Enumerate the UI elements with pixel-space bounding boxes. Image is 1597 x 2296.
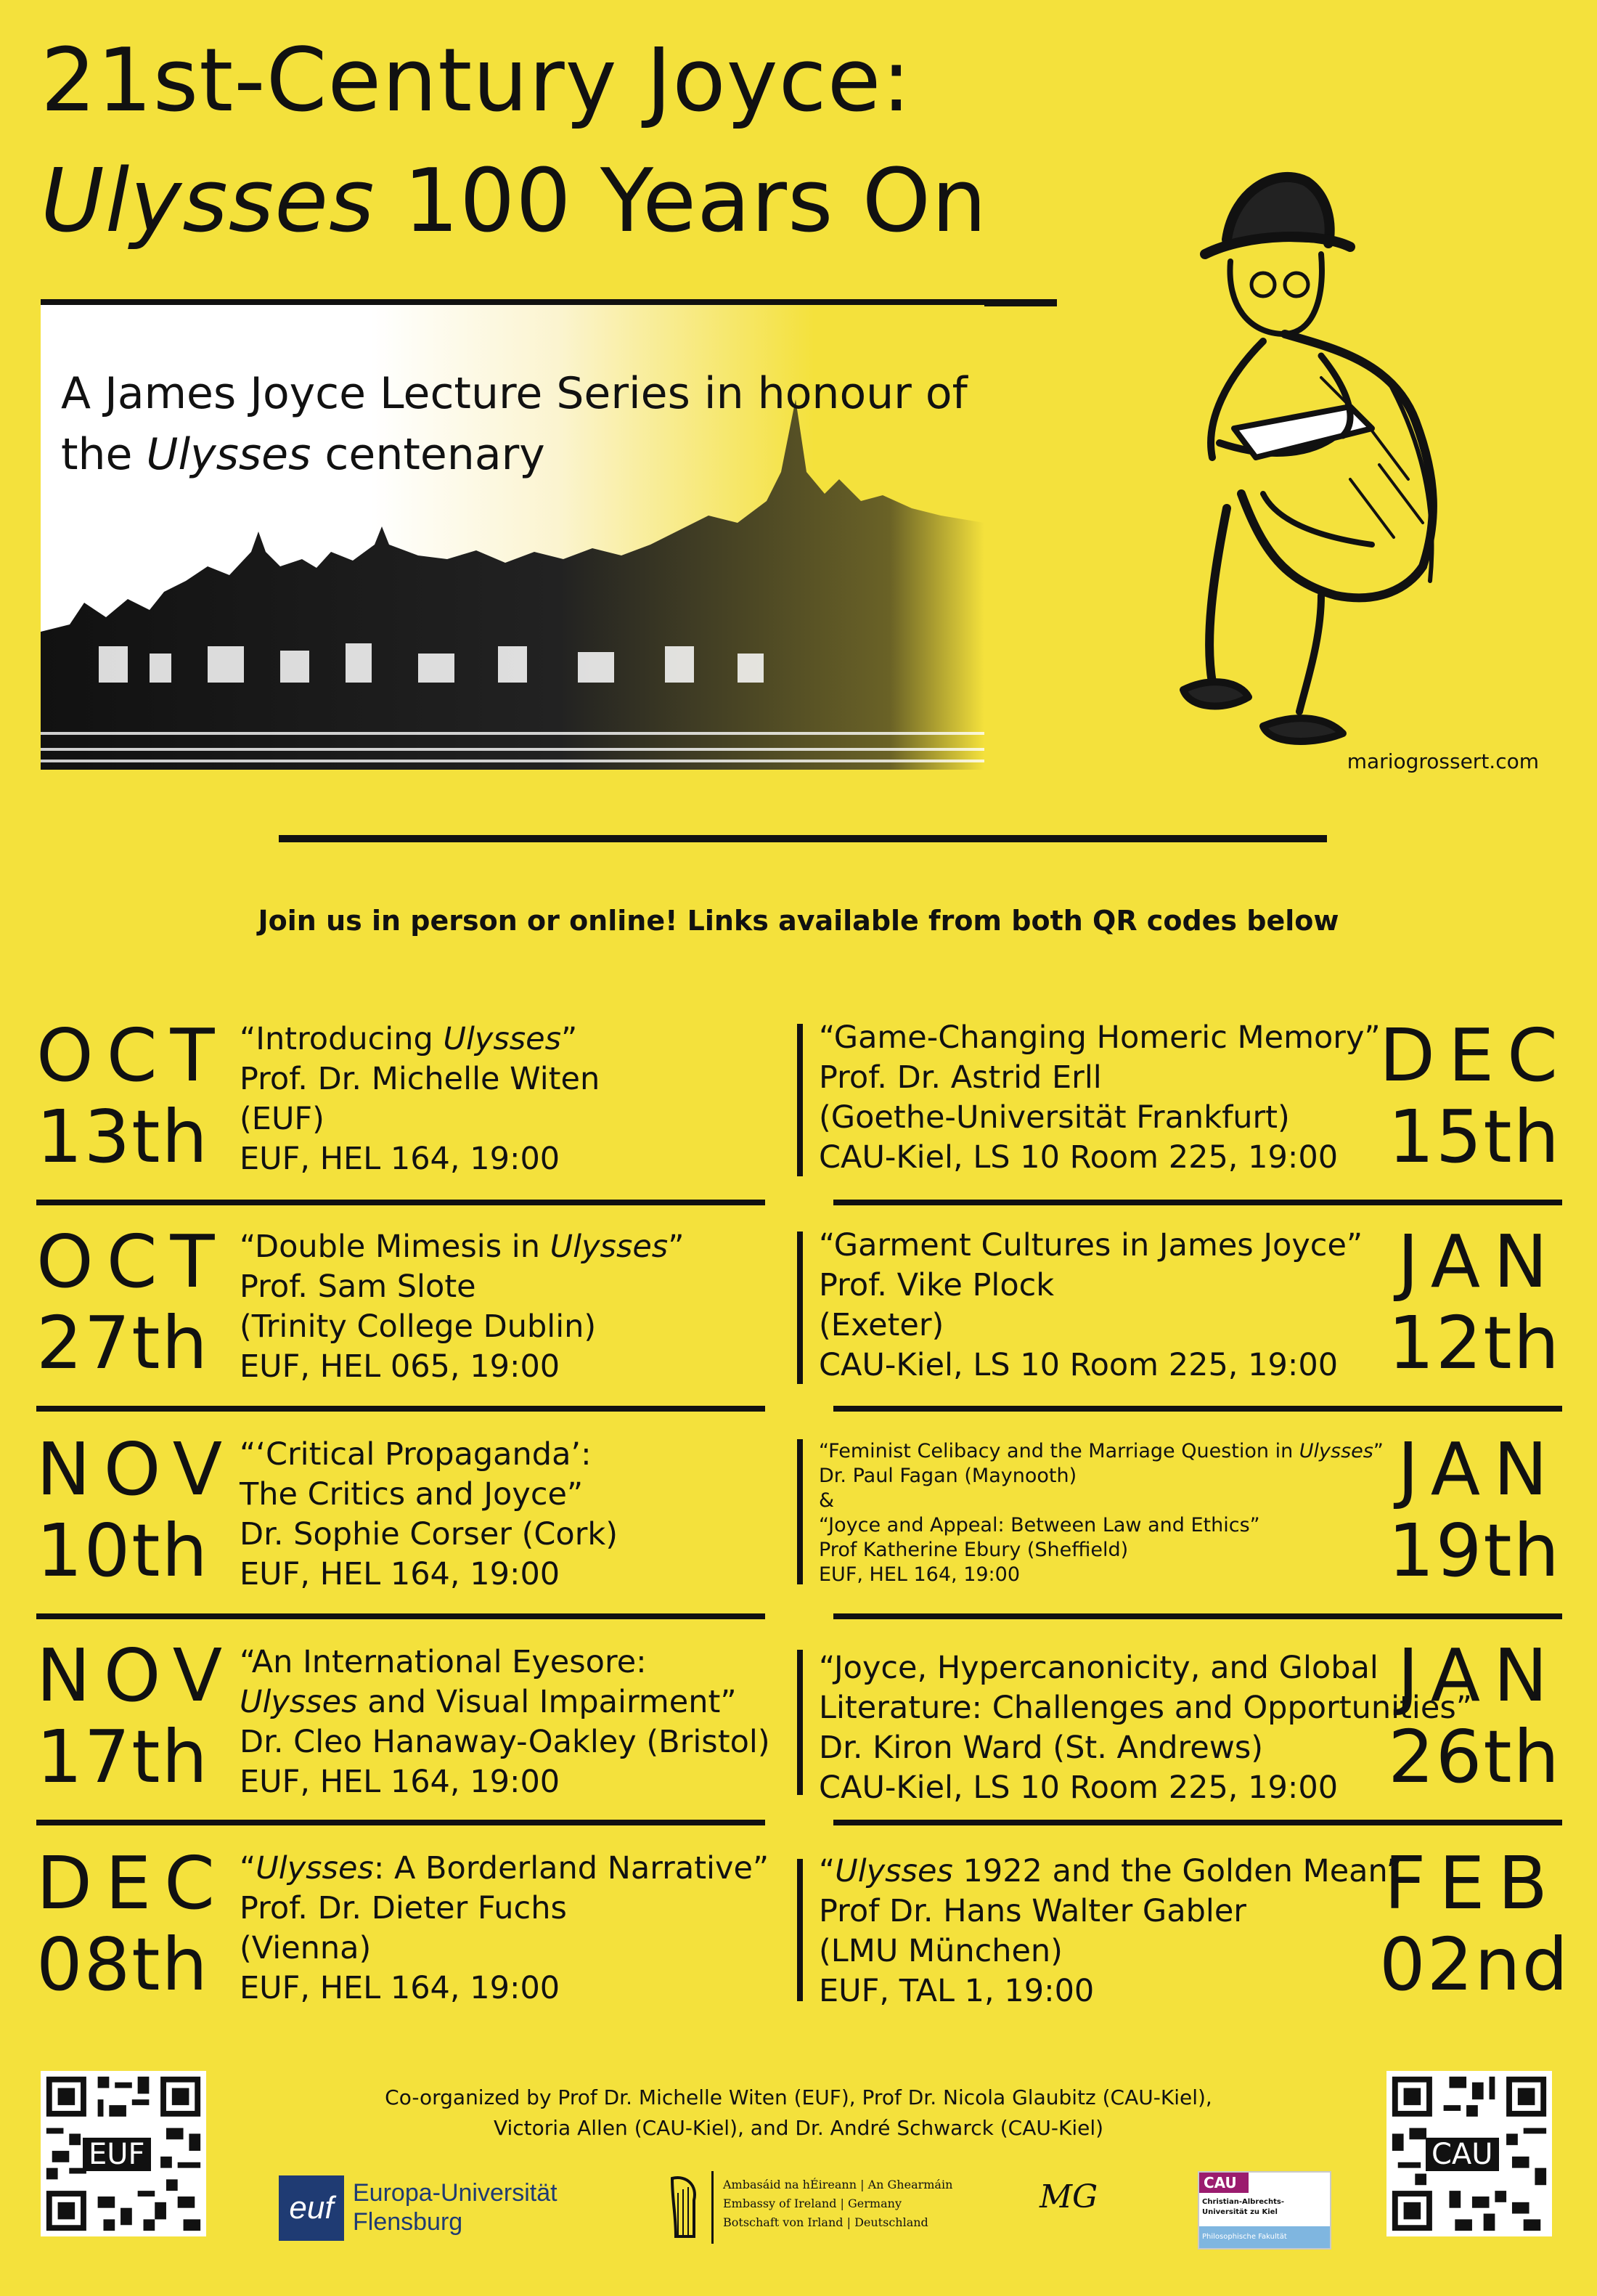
row-divider xyxy=(833,1406,1562,1412)
event-info xyxy=(819,1439,1384,1587)
event-date xyxy=(36,1015,228,1178)
event-title: “Game-Changing Homeric Memory” xyxy=(819,1019,1381,1056)
row-divider xyxy=(833,1200,1562,1205)
event-affiliation: (Trinity College Dublin) xyxy=(240,1308,597,1345)
event-day: 19th xyxy=(1388,1508,1561,1593)
embassy-text xyxy=(723,2175,952,2232)
embassy-line2: Embassy of Ireland | Germany xyxy=(723,2197,902,2210)
row-marker xyxy=(797,1439,803,1584)
event-ampersand: & xyxy=(819,1489,835,1512)
row-divider xyxy=(833,1613,1562,1619)
cau-logo-mark: CAU xyxy=(1199,2173,1249,2193)
euf-logo-line2: Flensburg xyxy=(353,2208,463,2236)
title-rest: 100 Years On xyxy=(375,151,988,252)
event-month: JAN xyxy=(1397,1427,1561,1512)
event-title: “Feminist Celibacy and the Marriage Question in Ulysses” xyxy=(819,1440,1384,1462)
event-title: “Garment Cultures in James Joyce” xyxy=(819,1227,1363,1263)
event-day: 26th xyxy=(1388,1714,1561,1799)
event-title: “Double Mimesis in Ulysses” xyxy=(240,1229,685,1265)
event-day: 27th xyxy=(36,1300,209,1385)
page-title-line2 xyxy=(41,151,988,252)
title-italic: Ulysses xyxy=(41,151,375,252)
subtitle-line2 xyxy=(61,424,976,485)
event-info xyxy=(819,1852,1402,2011)
euf-logo-mark xyxy=(279,2175,344,2241)
event-title: “‘Critical Propaganda’: xyxy=(240,1436,592,1473)
event-date xyxy=(1379,1429,1561,1592)
event-venue: EUF, HEL 065, 19:00 xyxy=(240,1348,560,1385)
event-title: “Ulysses 1922 and the Golden Mean” xyxy=(819,1853,1402,1889)
event-speaker: Prof Katherine Ebury (Sheffield) xyxy=(819,1539,1129,1561)
event-info xyxy=(240,1019,600,1179)
subtitle xyxy=(61,363,976,485)
event-title: Ulysses and Visual Impairment” xyxy=(240,1684,737,1720)
event-affiliation: (Goethe-Universität Frankfurt) xyxy=(819,1099,1290,1136)
event-speaker: Prof. Dr. Dieter Fuchs xyxy=(240,1890,567,1926)
event-speaker: Dr. Kiron Ward (St. Andrews) xyxy=(819,1730,1264,1766)
event-day: 10th xyxy=(36,1508,209,1593)
event-day: 12th xyxy=(1388,1300,1561,1385)
event-date xyxy=(36,1429,235,1592)
event-info xyxy=(819,1648,1472,1808)
illustrator-credit: mariogrossert.com xyxy=(1347,749,1539,773)
event-info xyxy=(819,1018,1381,1178)
event-venue: EUF, HEL 164, 19:00 xyxy=(240,1970,560,2006)
event-day: 02nd xyxy=(1379,1922,1570,2007)
row-divider xyxy=(36,1200,765,1205)
event-affiliation: (LMU München) xyxy=(819,1933,1063,1969)
qr-label-cau: CAU xyxy=(1426,2138,1499,2171)
subtitle-line1: A James Joyce Lecture Series in honour of xyxy=(61,368,968,419)
subtitle-post: centenary xyxy=(311,429,545,480)
event-info xyxy=(240,1849,769,2008)
subtitle-pre: the xyxy=(61,429,147,480)
qr-code-cau[interactable] xyxy=(1386,2071,1552,2236)
event-venue: EUF, HEL 164, 19:00 xyxy=(240,1764,560,1800)
co-organizers-line2: Victoria Allen (CAU-Kiel), and Dr. André Schwarck (CAU-Kiel) xyxy=(493,2116,1104,2140)
row-marker xyxy=(797,1232,803,1384)
event-venue: CAU-Kiel, LS 10 Room 225, 19:00 xyxy=(819,1770,1339,1806)
row-divider xyxy=(833,1820,1562,1825)
cau-logo-line2: Philosophische Fakultät xyxy=(1199,2226,1330,2248)
event-venue: CAU-Kiel, LS 10 Room 225, 19:00 xyxy=(819,1139,1339,1176)
mg-logo: MG xyxy=(1040,2178,1098,2215)
euf-logo-text xyxy=(353,2178,557,2236)
cau-logo-line1: Christian-Albrechts-Universität zu Kiel xyxy=(1202,2198,1284,2216)
event-day: 15th xyxy=(1388,1094,1561,1179)
embassy-line3: Botschaft von Irland | Deutschland xyxy=(723,2215,928,2229)
event-day: 08th xyxy=(36,1922,209,2007)
event-day: 17th xyxy=(36,1714,209,1799)
event-title: “Joyce and Appeal: Between Law and Ethics” xyxy=(819,1514,1260,1536)
event-date xyxy=(36,1635,235,1798)
join-notice: Join us in person or online! Links available from both QR codes below xyxy=(258,905,1339,937)
row-marker xyxy=(797,1024,803,1176)
event-month: OCT xyxy=(36,1013,228,1098)
event-venue: EUF, HEL 164, 19:00 xyxy=(819,1563,1021,1586)
event-speaker: Dr. Cleo Hanaway-Oakley (Bristol) xyxy=(240,1724,770,1760)
event-month: FEB xyxy=(1384,1841,1561,1926)
event-speaker: Prof. Dr. Michelle Witen xyxy=(240,1061,600,1097)
event-venue: EUF, HEL 164, 19:00 xyxy=(240,1556,560,1592)
event-title: The Critics and Joyce” xyxy=(240,1476,584,1513)
event-affiliation: (EUF) xyxy=(240,1101,324,1137)
euf-logo-mark-text: euf xyxy=(289,2190,334,2226)
subtitle-italic: Ulysses xyxy=(146,429,311,480)
event-speaker: Prof. Sam Slote xyxy=(240,1269,476,1305)
qr-label-euf: EUF xyxy=(83,2138,151,2171)
joyce-reading-illustration xyxy=(1045,116,1553,770)
event-month: JAN xyxy=(1397,1633,1561,1718)
co-organizers-line1: Co-organized by Prof Dr. Michelle Witen (EUF), Prof Dr. Nicola Glaubitz (CAU-Kiel), xyxy=(385,2085,1212,2109)
embassy-divider xyxy=(711,2171,714,2244)
event-speaker: Prof Dr. Hans Walter Gabler xyxy=(819,1893,1246,1929)
event-title: “An International Eyesore: xyxy=(240,1644,647,1680)
event-title: “Joyce, Hypercanonicity, and Global xyxy=(819,1650,1379,1686)
page-title-line1: 21st-Century Joyce: xyxy=(41,30,912,131)
event-month: NOV xyxy=(36,1633,236,1718)
event-speaker: Dr. Paul Fagan (Maynooth) xyxy=(819,1465,1077,1487)
event-info xyxy=(240,1435,618,1595)
event-date xyxy=(1379,1841,1570,2007)
event-speaker: Dr. Sophie Corser (Cork) xyxy=(240,1516,618,1552)
event-venue: EUF, TAL 1, 19:00 xyxy=(819,1973,1095,2009)
event-date xyxy=(1379,1221,1561,1384)
row-divider xyxy=(36,1613,765,1619)
event-venue: EUF, HEL 164, 19:00 xyxy=(240,1141,560,1177)
co-organizers xyxy=(312,2083,1285,2144)
euf-logo-line1: Europa-Universität xyxy=(353,2179,557,2207)
harp-icon xyxy=(665,2171,701,2244)
event-affiliation: (Vienna) xyxy=(240,1930,372,1966)
event-venue: CAU-Kiel, LS 10 Room 225, 19:00 xyxy=(819,1347,1339,1383)
event-month: DEC xyxy=(36,1841,229,1926)
event-affiliation: (Exeter) xyxy=(819,1307,944,1343)
row-marker xyxy=(797,1859,803,2001)
event-title: Literature: Challenges and Opportunities” xyxy=(819,1690,1472,1726)
event-date xyxy=(1379,1635,1561,1798)
qr-code-euf[interactable] xyxy=(41,2071,206,2236)
cau-logo xyxy=(1198,2171,1331,2250)
event-date xyxy=(1379,1013,1572,1179)
event-title: “Introducing Ulysses” xyxy=(240,1021,578,1057)
event-date xyxy=(36,1221,228,1384)
event-info xyxy=(240,1642,770,1802)
event-day: 13th xyxy=(36,1094,209,1179)
event-title: “Ulysses: A Borderland Narrative” xyxy=(240,1850,769,1886)
event-speaker: Prof. Dr. Astrid Erll xyxy=(819,1059,1102,1096)
section-rule xyxy=(279,835,1327,842)
event-speaker: Prof. Vike Plock xyxy=(819,1267,1055,1303)
event-month: DEC xyxy=(1379,1013,1572,1098)
event-info xyxy=(240,1227,684,1387)
row-marker xyxy=(797,1650,803,1795)
embassy-line1: Ambasáid na hÉireann | An Ghearmáin xyxy=(723,2178,953,2191)
event-month: NOV xyxy=(36,1427,236,1512)
row-divider xyxy=(36,1406,765,1412)
event-info xyxy=(819,1226,1363,1385)
event-month: JAN xyxy=(1397,1219,1561,1304)
event-month: OCT xyxy=(36,1219,228,1304)
event-date xyxy=(36,1843,228,2006)
row-divider xyxy=(36,1820,765,1825)
